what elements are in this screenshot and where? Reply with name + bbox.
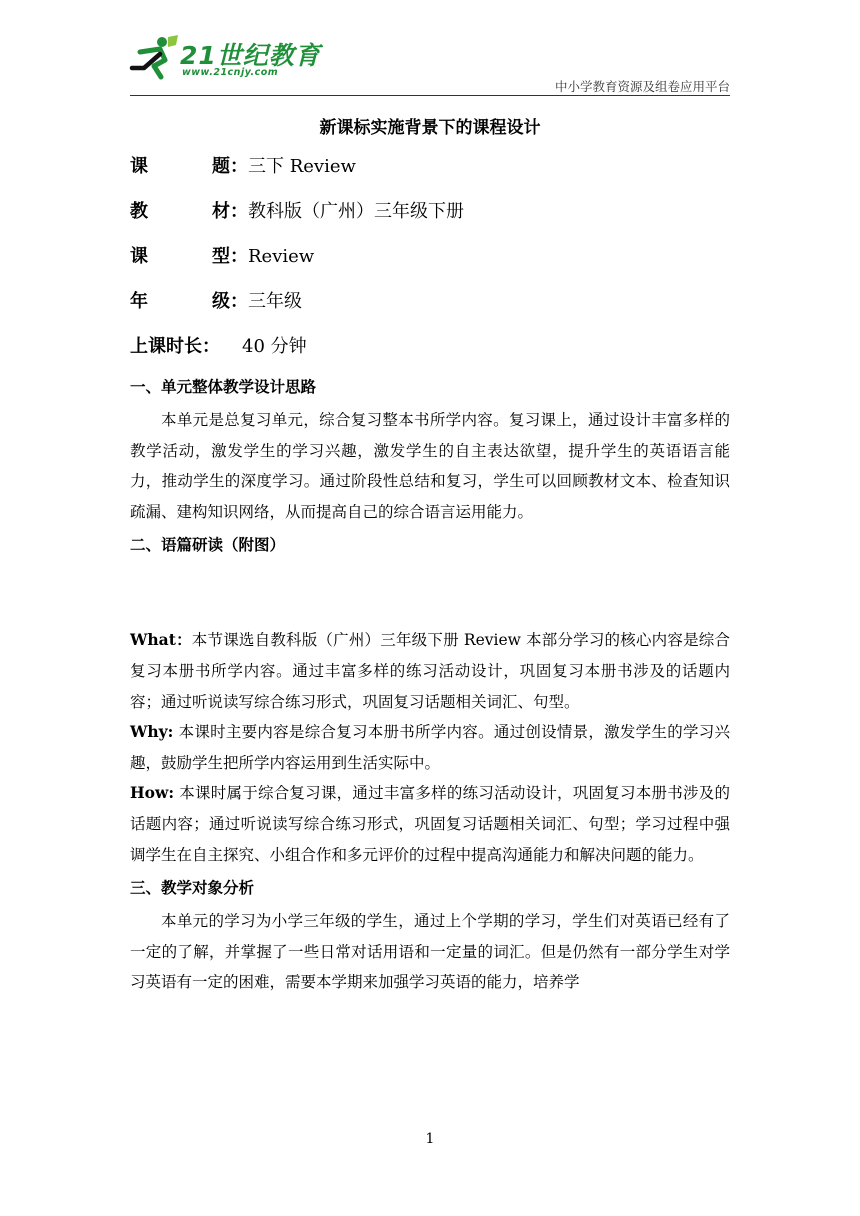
field-label: 课型 xyxy=(130,246,230,267)
platform-name: 中小学教育资源及组卷应用平台 xyxy=(554,79,730,94)
section-heading-text-analysis: 二、语篇研读（附图） xyxy=(130,535,286,555)
what-text: 本节课选自教科版（广州）三年级下册 Review 本部分学习的核心内容是综合复习本册书所学内容。通过丰富多样的练习活动设计，巩固复习本册书涉及的话题内容；通过听说读写综合练习形式，巩固复习话题相关词汇、句型。 xyxy=(130,631,730,711)
field-grade: 年级：三年级 xyxy=(130,279,730,324)
what-label: What： xyxy=(130,630,192,650)
document-body xyxy=(130,112,730,998)
runner-logo-icon xyxy=(128,34,180,80)
how-label: How: xyxy=(130,783,175,803)
why-text: 本课时主要内容是综合复习本册书所学内容。通过创设情景，激发学生的学习兴趣，鼓励学生把所学内容运用到生活实际中。 xyxy=(130,723,730,772)
section-heading-learners: 三、教学对象分析 xyxy=(130,878,255,898)
page-number: 1 xyxy=(425,1131,435,1147)
field-label: 课题 xyxy=(130,156,230,177)
field-label: 教材 xyxy=(130,201,230,222)
field-value: 三下 Review xyxy=(248,156,356,177)
field-textbook: 教材：教科版（广州）三年级下册 xyxy=(130,189,730,234)
field-value: 40 分钟 xyxy=(242,336,307,357)
logo-text: 21世纪教育 xyxy=(180,41,321,70)
field-value: 三年级 xyxy=(248,291,302,312)
header-divider xyxy=(130,95,730,96)
paragraph-what xyxy=(130,625,730,717)
document-title: 新课标实施背景下的课程设计 xyxy=(319,118,541,138)
field-label: 上课时长： xyxy=(130,336,220,357)
how-text: 本课时属于综合复习课，通过丰富多样的练习活动设计，巩固复习本册书涉及的话题内容；通过听说读写综合练习形式，巩固复习话题相关词汇、句型；学习过程中强调学生在自主探究、小组合作和多元评价的过程中提高沟通能力和解决问题的能力。 xyxy=(130,784,730,864)
field-value: 教科版（广州）三年级下册 xyxy=(248,201,464,222)
field-label: 年级 xyxy=(130,291,230,312)
figure-placeholder xyxy=(130,563,730,625)
field-value: Review xyxy=(248,246,315,267)
field-duration xyxy=(130,324,730,369)
why-label: Why: xyxy=(130,722,174,742)
paragraph-learners: 本单元的学习为小学三年级的学生，通过上个学期的学习，学生们对英语已经有了一定的了解，并掌握了一些日常对话用语和一定量的词汇。但是仍然有一部分学生对学习英语有一定的困难，需要本学期来加强学习英语的能力，培养学 xyxy=(130,912,730,992)
section-heading-design: 一、单元整体教学设计思路 xyxy=(130,377,317,396)
paragraph-how xyxy=(130,778,730,870)
paragraph-design: 本单元是总复习单元，综合复习整本书所学内容。复习课上，通过设计丰富多样的教学活动，激发学生的学习兴趣，激发学生的自主表达欲望，提升学生的英语语言能力，推动学生的深度学习。通过阶段性总结和复习，学生可以回顾教材文本、检查知识疏漏、建构知识网络，从而提高自己的综合语言运用能力。 xyxy=(130,411,730,521)
logo-url: www.21cnjy.com xyxy=(182,67,279,78)
field-topic: 课题：三下 Review xyxy=(130,144,730,189)
paragraph-why xyxy=(130,717,730,778)
site-logo[interactable] xyxy=(128,34,328,84)
field-lesson-type: 课型：Review xyxy=(130,234,730,279)
